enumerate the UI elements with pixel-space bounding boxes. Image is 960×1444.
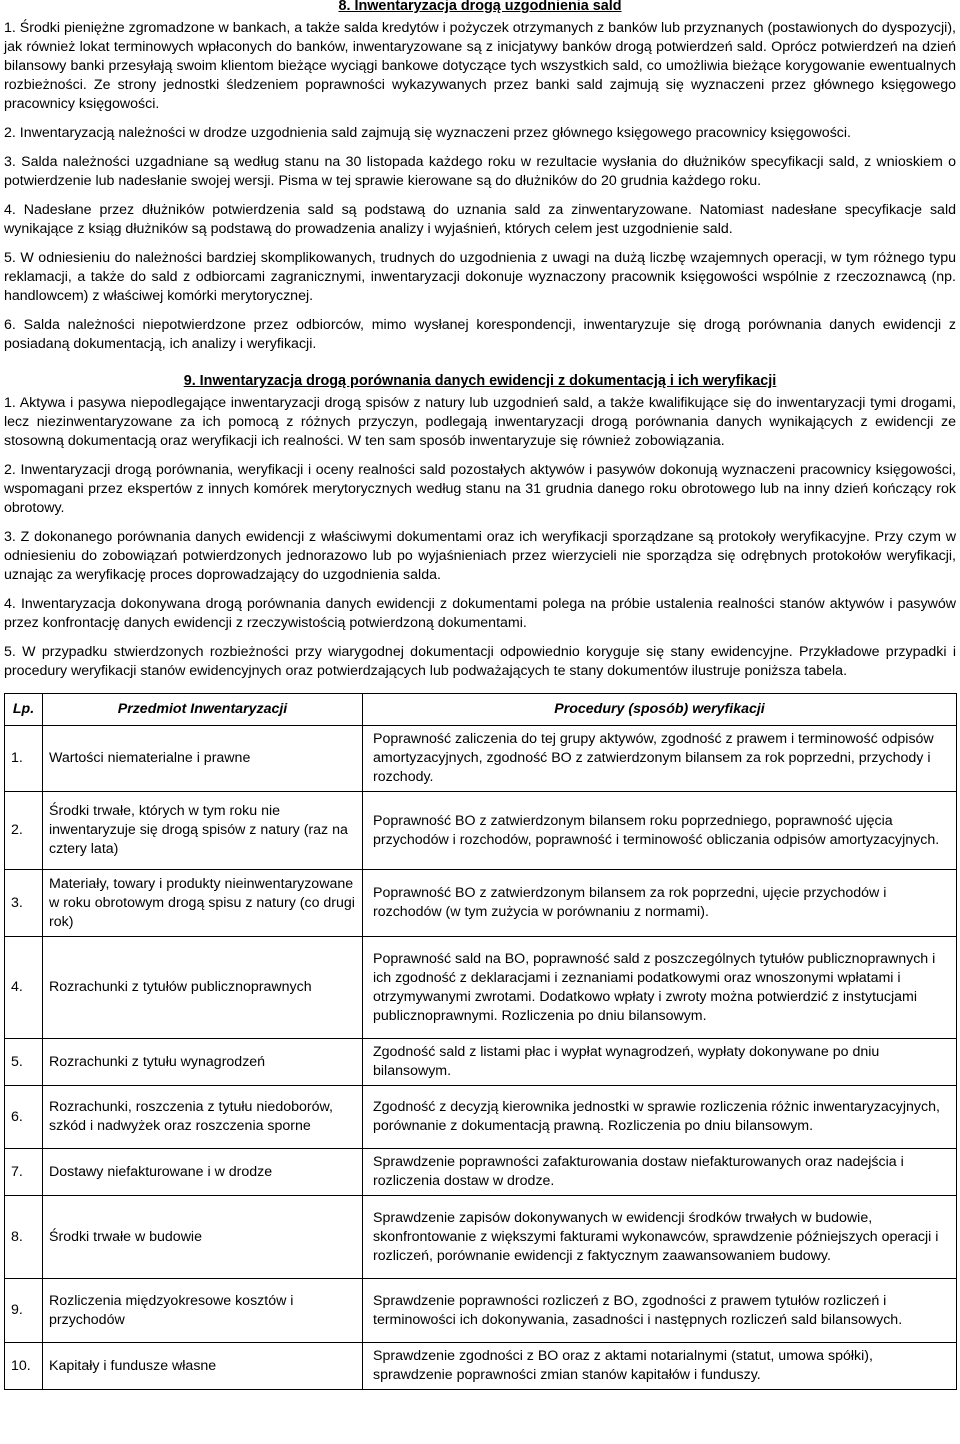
row-number: 4. (5, 937, 43, 1039)
row-subject: Rozrachunki z tytułu wynagrodzeń (43, 1039, 363, 1086)
row-procedure: Sprawdzenie zgodności z BO oraz z aktami notarialnymi (statut, umowa spółki), sprawdzenie poprawności zmian stanów kapitałów i funduszy. (363, 1343, 957, 1390)
section-8-body (4, 19, 956, 354)
section-9-paragraph-2: 2. Inwentaryzacji drogą porównania, weryfikacji i oceny realności sald pozostałych aktywów i pasywów dokonują wyznaczeni pracownicy księgowości, wspomagani przez ekspertów z innych komórek merytorycznych według stanu na 31 grudnia danego roku obrotowego lub na inny dzień kończący rok obrotowy. (4, 462, 956, 516)
section-8-paragraph-4: 4. Nadesłane przez dłużników potwierdzenia sald są podstawą do uznania sald za zinwentaryzowane. Natomiast nadesłane specyfikacje sald wynikające z ksiąg dłużników są podstawą do prowadzenia analizy i wyjaśnień, których celem jest uzgodnienie sald. (4, 202, 956, 237)
section-8-paragraph-1: 1. Środki pieniężne zgromadzone w bankach, a także salda kredytów i pożyczek otrzymanych z banków lub przyznanych (postawionych do dyspozycji), jak również lokat terminowych wpłaconych do banków, inwentaryzowane są z inicjatywy banków drogą potwierdzeń sald. Oprócz potwierdzeń na dzień bilansowy banki przesyłają swoim klientom bieżące wyciągi bankowe dotyczące tych wszystkich sald, co umożliwia bieżące korygowanie ewentualnych rozbieżności. Ze strony jednostki śledzeniem poprawności wykazywanych przez banki sald zajmują się wyznaczeni przez głównego księgowego pracownicy księgowości. (4, 20, 956, 112)
verification-table (4, 693, 957, 1390)
row-subject: Rozrachunki z tytułów publicznoprawnych (43, 937, 363, 1039)
table-row (5, 1039, 957, 1086)
table-row (5, 870, 957, 937)
row-number: 1. (5, 726, 43, 792)
table-row (5, 1343, 957, 1390)
section-9-paragraph-5: 5. W przypadku stwierdzonych rozbieżności przy wiarygodnej dokumentacji odpowiednio koryguje się stany ewidencyjne. Przykładowe przypadki i procedury weryfikacji stanów ewidencyjnych oraz potwierdzających lub podważających te stany dokumentów ilustruje poniższa tabela. (4, 644, 956, 679)
table-row (5, 1149, 957, 1196)
row-procedure: Poprawność BO z zatwierdzonym bilansem roku poprzedniego, poprawność ujęcia przychodów i rozchodów, poprawność i terminowość obliczania odpisów amortyzacyjnych. (363, 792, 957, 870)
section-9-paragraph-4: 4. Inwentaryzacja dokonywana drogą porównania danych ewidencji z dokumentami polega na próbie ustalenia realności stanów aktywów i pasywów przez konfrontację danych ewidencji z rzeczywistością potwierdzoną dokumentami. (4, 596, 956, 631)
row-procedure: Poprawność sald na BO, poprawność sald z poszczególnych tytułów publicznoprawnych i ich zgodność z deklaracjami i zeznaniami podatkowymi oraz wnoszonymi wpłatami i otrzymywanymi zwrotami. Dodatkowo wpłaty i zwroty można potwierdzić z instytucjami publicznoprawnymi. Rozliczenia po dniu bilansowym. (363, 937, 957, 1039)
table-row (5, 1196, 957, 1279)
header-lp: Lp. (5, 694, 43, 726)
row-subject: Rozliczenia międzyokresowe kosztów i przychodów (43, 1279, 363, 1343)
row-procedure: Poprawność BO z zatwierdzonym bilansem za rok poprzedni, ujęcie przychodów i rozchodów (w tym zużycia w porównaniu z normami). (363, 870, 957, 937)
row-number: 2. (5, 792, 43, 870)
row-subject: Kapitały i fundusze własne (43, 1343, 363, 1390)
section-8-paragraph-6: 6. Salda należności niepotwierdzone przez odbiorców, mimo wysłanej korespondencji, inwentaryzuje się drogą porównania danych ewidencji z posiadaną dokumentacją, ich analizy i weryfikacji. (4, 317, 956, 352)
table-row (5, 937, 957, 1039)
row-number: 5. (5, 1039, 43, 1086)
section-9-title: 9. Inwentaryzacja drogą porównania danych ewidencji z dokumentacją i ich weryfikacji (183, 373, 777, 389)
row-number: 3. (5, 870, 43, 937)
row-subject: Środki trwałe, których w tym roku nie inwentaryzuje się drogą spisów z natury (raz na cztery lata) (43, 792, 363, 870)
table-body (5, 726, 957, 1390)
header-subject: Przedmiot Inwentaryzacji (43, 694, 363, 726)
table-header (5, 694, 957, 726)
section-8-paragraph-3: 3. Salda należności uzgadniane są według stanu na 30 listopada każdego roku w rezultacie wysłania do dłużników specyfikacji sald, z wnioskiem o potwierdzenie lub nadesłanie swojej wersji. Pisma w tej sprawie kierowane są do dłużników do 20 grudnia każdego roku. (4, 154, 956, 189)
row-subject: Dostawy niefakturowane i w drodze (43, 1149, 363, 1196)
row-number: 7. (5, 1149, 43, 1196)
row-subject: Materiały, towary i produkty nieinwentaryzowane w roku obrotowym drogą spisu z natury (co drugi rok) (43, 870, 363, 937)
table-row (5, 792, 957, 870)
row-subject: Środki trwałe w budowie (43, 1196, 363, 1279)
row-procedure: Sprawdzenie zapisów dokonywanych w ewidencji środków trwałych w budowie, skonfrontowanie z większymi fakturami wykonawców, sprawdzenie późniejszych operacji i rozliczeń, porównanie ewidencji z faktycznym zaawansowaniem budowy. (363, 1196, 957, 1279)
section-9-body (4, 394, 956, 681)
row-procedure: Sprawdzenie poprawności rozliczeń z BO, zgodności z prawem tytułów rozliczeń i terminowości ich dokonywania, zasadności i następnych rozliczeń sald bilansowych. (363, 1279, 957, 1343)
table-row (5, 1279, 957, 1343)
section-8-title: 8. Inwentaryzacja drogą uzgodnienia sald (338, 0, 622, 14)
header-procedure: Procedury (sposób) weryfikacji (363, 694, 957, 726)
row-number: 8. (5, 1196, 43, 1279)
row-number: 6. (5, 1086, 43, 1149)
row-number: 10. (5, 1343, 43, 1390)
section-8-paragraph-2: 2. Inwentaryzacją należności w drodze uzgodnienia sald zajmują się wyznaczeni przez głównego księgowego pracownicy księgowości. (4, 125, 851, 141)
row-procedure: Zgodność z decyzją kierownika jednostki w sprawie rozliczenia różnic inwentaryzacyjnych, porównanie z dokumentacją prawną. Rozliczenia po dniu bilansowym. (363, 1086, 957, 1149)
table-header-row (5, 694, 957, 726)
section-8-paragraph-5: 5. W odniesieniu do należności bardziej skomplikowanych, trudnych do uzgodnienia z uwagi na dużą liczbę wzajemnych operacji, w tym różnego typu reklamacji, a także do sald z odbiorcami zagranicznymi, inwentaryzacji dokonuje wyznaczony pracownik księgowości wspólnie z rzeczoznawcą (np. handlowcem) z właściwej komórki merytorycznej. (4, 250, 956, 304)
row-number: 9. (5, 1279, 43, 1343)
row-procedure: Zgodność sald z listami płac i wypłat wynagrodzeń, wypłaty dokonywane po dniu bilansowym. (363, 1039, 957, 1086)
table-row (5, 1086, 957, 1149)
table-row (5, 726, 957, 792)
section-9-paragraph-3: 3. Z dokonanego porównania danych ewidencji z właściwymi dokumentami oraz ich weryfikacji sporządzane są protokoły weryfikacyjne. Przy czym w odniesieniu do zobowiązań potwierdzonych jednorazowo lub po wyjaśnieniach przez wierzycieli nie sporządza się odrębnych protokołów weryfikacji, uznając za weryfikację proces doprowadzający do uzgodnienia salda. (4, 529, 956, 583)
section-9-paragraph-1: 1. Aktywa i pasywa niepodlegające inwentaryzacji drogą spisów z natury lub uzgodnień sald, a także kwalifikujące się do inwentaryzacji tymi drogami, lecz niezinwentaryzowane za ich pomocą z różnych przyczyn, podlegają inwentaryzacji drogą porównania danych wynikających z ewidencji ze stosowną dokumentacją oraz weryfikacji ich realności. W ten sam sposób inwentaryzuje się również zobowiązania. (4, 395, 956, 449)
row-procedure: Sprawdzenie poprawności zafakturowania dostaw niefakturowanych oraz nadejścia i rozliczenia dostaw w drodze. (363, 1149, 957, 1196)
row-subject: Wartości niematerialne i prawne (43, 726, 363, 792)
row-subject: Rozrachunki, roszczenia z tytułu niedoborów, szkód i nadwyżek oraz roszczenia sporne (43, 1086, 363, 1149)
row-procedure: Poprawność zaliczenia do tej grupy aktywów, zgodność z prawem i terminowość odpisów amortyzacyjnych, zgodność BO z zatwierdzonym bilansem za rok poprzedni, przychody i rozchody. (363, 726, 957, 792)
